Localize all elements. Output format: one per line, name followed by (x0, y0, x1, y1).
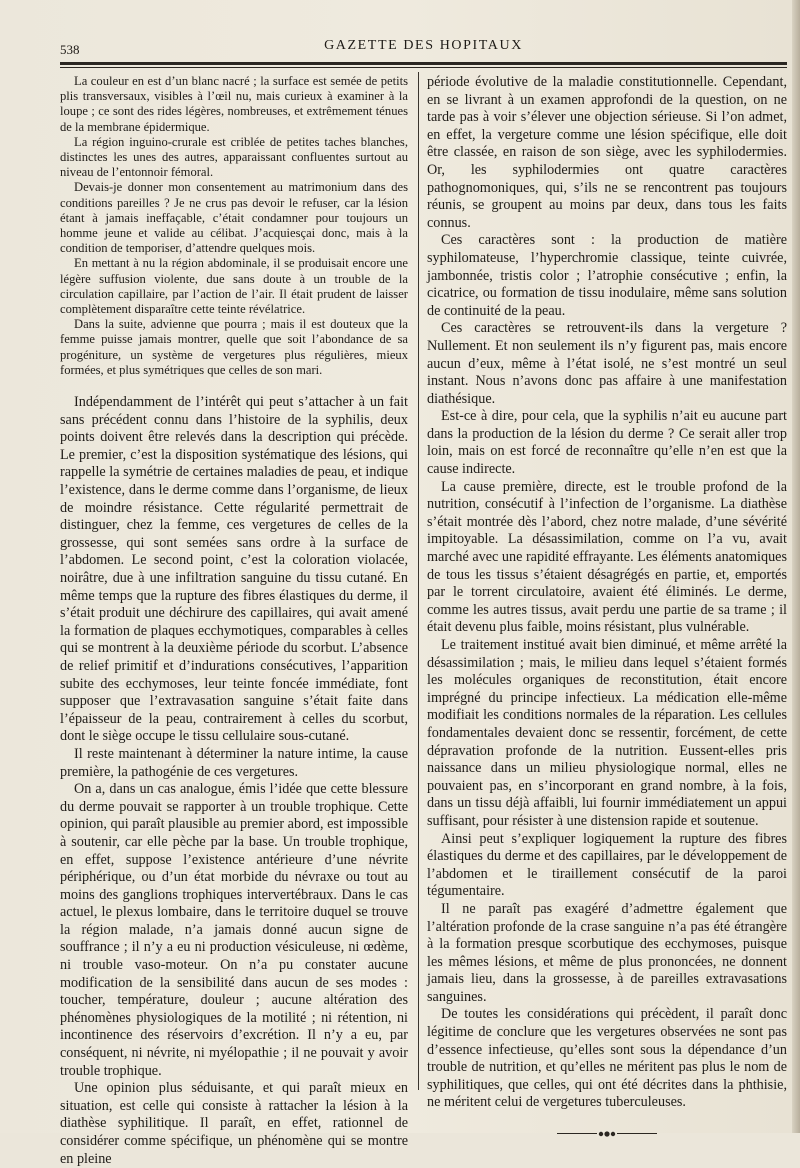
paragraph: Il reste maintenant à déterminer la nature intime, la cause première, la pathogénie de ces vergetures. (60, 745, 408, 780)
paragraph: Ces caractères se retrouvent-ils dans la vergeture ? Nullement. Et non seulement ils n’y figurent pas, mais encore aucun d’eux, même à l’état isolé, ne s’est montré un seul instant. Nous n’avons donc pas affaire à une manifestation diathésique. (427, 320, 787, 407)
ornament-dots-icon (597, 1130, 617, 1138)
paragraph: Dans la suite, advienne que pourra ; mais il est douteux que la femme puisse jamais montrer, quelle que soit l’abondance de sa progéniture, un système de vergetures plus régulières, mieux formées, et plus symétriques que celles de son mari. (60, 317, 408, 377)
paragraph: Ces caractères sont : la production de matière syphilomateuse, l’hyperchromie classique, teinte cuivrée, jambonnée, tristis color ; l’atrophie consécutive ; enfin, la cicatrice, ou formation de tissu inodulaire, même sans solution de continuité de la peau. (427, 232, 787, 319)
page-edge-shadow (792, 0, 800, 1133)
paragraph: Est-ce à dire, pour cela, que la syphilis n’ait eu aucune part dans la production de la lésion du derme ? Ce serait aller trop loin, mais on est forcé de reconnaître qu’elle n’en est que la cause indirecte. (427, 408, 787, 478)
paragraph: période évolutive de la maladie constitutionnelle. Cependant, en se livrant à un examen approfondi de la question, on ne tarde pas à voir s’élever une objection sérieuse. Si l’on admet, en effet, la vergeture comme une lésion spécifique, elle doit être classée, en raison de son siège, avec les syphilodermies. Or, les syphilodermies ont quatre caractères pathognomoniques, qui, s’ils ne se rencontrent pas toujours réunis, se groupent au moins par deux, dans tous les faits connus. (427, 74, 787, 231)
right-column (427, 74, 787, 1111)
running-title: GAZETTE DES HOPITAUX (324, 38, 523, 53)
paragraph: La cause première, directe, est le trouble profond de la nutrition, consécutif à l’infection de l’organisme. La diathèse s’était montrée dès l’abord, chez notre malade, d’une sévérité impitoyable. La désassimilation, comme on l’a vu, avait marché avec une rapidité effrayante. Les éléments anatomiques de tous les tissus s’étaient désagrégés en partie, et, emportés par le torrent circulatoire, avaient été éliminés. Le derme, comme les autres tissus, avait perdu une partie de sa trame ; il était devenu plus faible, moins résistant, plus vulnérable. (427, 478, 787, 636)
section-gap (60, 378, 408, 394)
paragraph: Indépendamment de l’intérêt qui peut s’attacher à un fait sans précédent connu dans l’histoire de la syphilis, deux points doivent être relevés dans la description qui précède. Le premier, c’est la disposition systématique des lésions, qui rappelle la symétrie de certaines maladies de peau, et indique l’existence, dans le derme comme dans l’organisme, de lieux de moindre résistance. Cette régularité permettrait de distinguer, chez la femme, ces vergetures de celles de la grossesse, qui sont semées sans ordre à la surface de l’abdomen. Le second point, c’est la coloration violacée, noirâtre, due à une infiltration sanguine du tissu cutané. En même temps que la rupture des fibres élastiques du derme, il s’était produit une déchirure des capillaires, qui avait amené la formation de plaques ecchymotiques, comparables à celles qui se montrent à la deuxième période du scorbut. L’absence de relief primitif et d’indurations consécutives, l’apparition subite des ecchymoses, leur teinte foncée immédiate, font supposer que l’extravasation sanguine s’était faite dans l’épaisseur de la peau, contrairement à celles du scorbut, dont le siège occupe le tissu cellulaire sous-cutané. (60, 394, 408, 745)
paragraph: Devais-je donner mon consentement au matrimonium dans des conditions pareilles ? Je ne crus pas devoir le refuser, car la lésion étant à jamais ineffaçable, c’était condamner pour toujours un homme jeune et valide au célibat. J’acquiesçai donc, mais à la condition de temporiser, d’attendre quelques mois. (60, 180, 408, 256)
header-rule-thin (60, 67, 787, 68)
paragraph: La région inguino-crurale est criblée de petites taches blanches, distinctes les unes des autres, apparaissant confluentes surtout au niveau de l’entonnoir fémoral. (60, 134, 408, 180)
paragraph: Ainsi peut s’expliquer logiquement la rupture des fibres élastiques du derme et des capillaires, par le développement de l’abdomen et le tiraillement consécutif de la paroi tégumentaire. (427, 830, 787, 900)
page-number: 538 (60, 42, 80, 57)
page-header (60, 36, 787, 60)
paragraph: Une opinion plus séduisante, et qui paraît mieux en situation, est celle qui consiste à rattacher la lésion à la diathèse syphilitique. Il paraît, en effet, rationnel de considérer comme spécifique, un phénomène qui se montre en pleine (60, 1080, 408, 1167)
paragraph: La couleur en est d’un blanc nacré ; la surface est semée de petits plis transversaux, visibles à l’œil nu, mais curieux à examiner à la loupe ; ce sont des rides légères, nombreuses, et extrêmement ténues de la membrane épidermique. (60, 74, 408, 134)
header-rule-thick (60, 62, 787, 65)
paragraph: Le traitement institué avait bien diminué, et même arrêté la désassimilation ; mais, le milieu dans lequel s’étaient formés les molécules organiques de reconstitution, était encore imprégné du principe infectieux. La médication elle-même modifiait les conditions normales de la réparation. Les cellules fondamentales devaient donc se ressentir, forcément, de cette dépravation profonde de la nutrition. Eussent-elles pris naissance dans un milieu physiologique normal, elles ne pouvaient pas, en s’incorporant en grand nombre, à la fois, dans un tissu déjà affaibli, lui fournir immédiatement un appui suffisant, pour résister à une distension rapide et soutenue. (427, 637, 787, 829)
paragraph: On a, dans un cas analogue, émis l’idée que cette blessure du derme pouvait se rapporter à un trouble trophique. Cette opinion, qui paraît plausible au premier abord, est impossible à soutenir, car elle pèche par la base. Un trouble trophique, en effet, suppose l’existence antérieure d’une névrite périphérique, ou d’un état morbide du névraxe ou tout au moins des ganglions trophiques intervertébraux. Dans le cas actuel, le plexus lombaire, dans le territoire duquel se trouve la région malade, n’a jamais donné aucun signe de souffrance ; il n’y a eu ni production vésiculeuse, ni œdème, ni trouble vaso-moteur. On n’a pu constater aucune modification de la sensibilité dans aucun de ses modes : toucher, température, douleur ; aucune altération des phénomènes physiologiques de la motilité ; ni rétention, ni incontinence des réservoirs d’excrétion. Il n’y a eu, par conséquent, ni névrite, ni myélopathie ; il ne pouvait y avoir trouble trophique. (60, 781, 408, 1079)
paragraph: Il ne paraît pas exagéré d’admettre également que l’altération profonde de la crase sanguine n’a pas été étrangère à la formation presque scorbutique des ecchymoses, puisque les mêmes lésions, et même de plus prononcées, ne donnent jamais lieu, dans la grossesse, à de pareilles extravasations sanguines. (427, 900, 787, 1005)
paragraph: De toutes les considérations qui précèdent, il paraît donc légitime de conclure que les vergetures observées ne sont pas d’essence infectieuse, qu’elles sont sous la dépendance d’un trouble de nutrition, et qu’elles ne méritent pas plus le nom de syphilitiques, que celles, qui ont été décrites dans la phthisie, ne méritent celui de vergetures tuberculeuses. (427, 1006, 787, 1111)
paragraph: En mettant à nu la région abdominale, il se produisait encore une légère suffusion violente, due sans doute à un trouble de la circulation capillaire, par l’action de l’air. Il était prudent de laisser complètement disparaître cette teinte révélatrice. (60, 256, 408, 317)
left-column (60, 74, 408, 1167)
end-ornament (557, 1130, 657, 1138)
column-separator (418, 72, 419, 1090)
